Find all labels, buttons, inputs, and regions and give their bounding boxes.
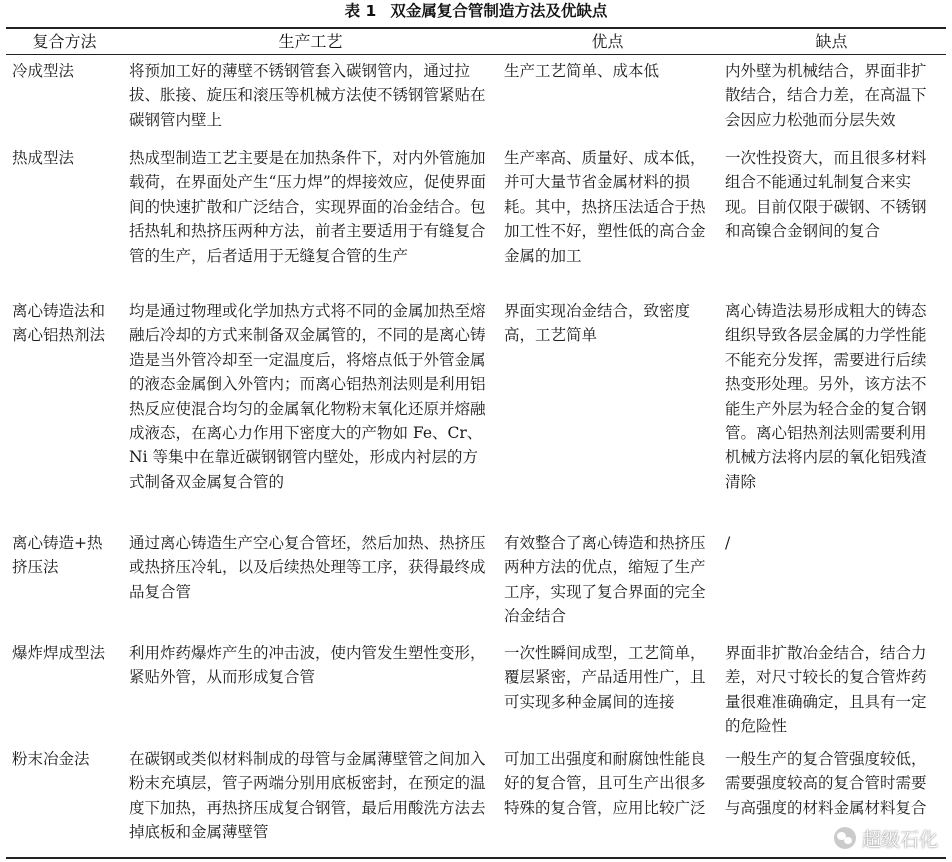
method-cell: 冷成型法 <box>12 62 75 80</box>
method-cell: 离心铸造法和离心铝热剂法 <box>12 302 106 345</box>
table-row <box>6 526 946 636</box>
advantages-cell: 一次性瞬间成型，工艺简单，覆层紧密，产品适用性广，且可实现多种金属间的连接 <box>504 644 706 711</box>
header-method: 复合方法 <box>32 32 97 51</box>
method-cell: 粉末冶金法 <box>12 750 90 768</box>
header-row <box>6 29 946 54</box>
process-cell: 将预加工好的薄壁不锈钢管套入碳钢管内，通过拉拔、胀接、旋压和滚压等机械方法使不锈钢管紧贴在碳钢管内壁上 <box>129 62 486 129</box>
process-cell: 热成型制造工艺主要是在加热条件下，对内外管施加载荷，在界面处产生“压力焊”的焊接效应，促使界面间的快速扩散和广泛结合，实现界面的冶金结合。包括热轧和热挤压两种方法，前者主要适用于有缝复合管的生产，后者适用于无缝复合管的生产 <box>129 149 486 265</box>
method-cell: 爆炸焊成型法 <box>12 644 106 662</box>
watermark-text: 超级石化 <box>861 828 938 851</box>
wechat-icon <box>834 827 856 849</box>
header-disadvantages: 缺点 <box>815 32 848 51</box>
process-cell: 均是通过物理或化学加热方式将不同的金属加热至熔融后冷却的方式来制备双金属管的，不同的是离心铸造是当外管冷却至一定温度后，将熔点低于外管金属的液态金属倒入外管内；而离心铝热剂法则是利用铝热反应使混合均匀的金属氧化物粉末氧化还原并熔融成液态，在离心力作用下密度大的产物如 Fe、Cr、Ni 等集中在靠近碳钢钢管内壁处，形成内衬层的方式制备双金属复合管的 <box>129 302 486 491</box>
methods-table <box>6 29 946 852</box>
disadvantages-cell: 界面非扩散冶金结合，结合力差，对尺寸较长的复合管炸药量很难准确确定，且具有一定的危险性 <box>725 644 927 736</box>
disadvantages-cell: 内外壁为机械结合，界面非扩散结合，结合力差，在高温下会因应力松弛而分层失效 <box>725 62 927 129</box>
advantages-cell: 有效整合了离心铸造和热挤压两种方法的优点，缩短了生产工序，实现了复合界面的完全冶金结合 <box>504 534 706 626</box>
process-cell: 利用炸药爆炸产生的冲击波，使内管发生塑性变形，紧贴外管，从而形成复合管 <box>129 644 486 687</box>
table-row <box>6 54 946 141</box>
process-cell: 在碳钢或类似材料制成的母管与金属薄壁管之间加入粉末充填层，管子两端分别用底板密封，在预定的温度下加热，再热挤压成复合钢管，最后用酸洗方法去掉底板和金属薄壁管 <box>129 750 486 842</box>
table-row <box>6 294 946 526</box>
table-row <box>6 742 946 852</box>
advantages-cell: 生产率高、质量好、成本低，并可大量节省金属材料的损耗。其中，热挤压法适合于热加工性不好，塑性低的高合金金属的加工 <box>504 149 706 265</box>
table-row <box>6 141 946 294</box>
advantages-cell: 生产工艺简单、成本低 <box>504 62 660 80</box>
method-cell: 热成型法 <box>12 149 75 167</box>
bottom-rule <box>6 857 946 859</box>
watermark <box>834 824 938 852</box>
disadvantages-cell: 离心铸造法易形成粗大的铸态组织导致各层金属的力学性能不能充分发挥，需要进行后续热变形处理。另外，该方法不能生产外层为轻合金的复合钢管。离心铝热剂法则需要利用机械方法将内层的氧化铝残渣清除 <box>725 302 927 491</box>
table-title: 双金属复合管制造方法及优缺点 <box>390 2 608 20</box>
table-row <box>6 636 946 742</box>
table-caption <box>0 0 952 24</box>
disadvantages-cell: 一次性投资大，而且很多材料组合不能通过轧制复合来实现。目前仅限于碳钢、不锈钢和高镍合金钢间的复合 <box>725 149 927 241</box>
advantages-cell: 界面实现冶金结合，致密度高，工艺简单 <box>504 302 691 345</box>
disadvantages-cell: 一般生产的复合管强度较低，需要强度较高的复合管时需要与高强度的材料金属材料复合 <box>725 750 927 817</box>
method-cell: 离心铸造+热挤压法 <box>12 534 103 577</box>
table-number: 表 1 <box>344 2 377 20</box>
advantages-cell: 可加工出强度和耐腐蚀性能良好的复合管，且可生产出很多特殊的复合管，应用比较广泛 <box>504 750 706 817</box>
process-cell: 通过离心铸造生产空心复合管坯，然后加热、热挤压或热挤压冷轧，以及后续热处理等工序，获得最终成品复合管 <box>129 534 486 601</box>
header-advantages: 优点 <box>591 32 624 51</box>
header-process: 生产工艺 <box>278 32 343 51</box>
disadvantages-cell: / <box>725 534 731 552</box>
